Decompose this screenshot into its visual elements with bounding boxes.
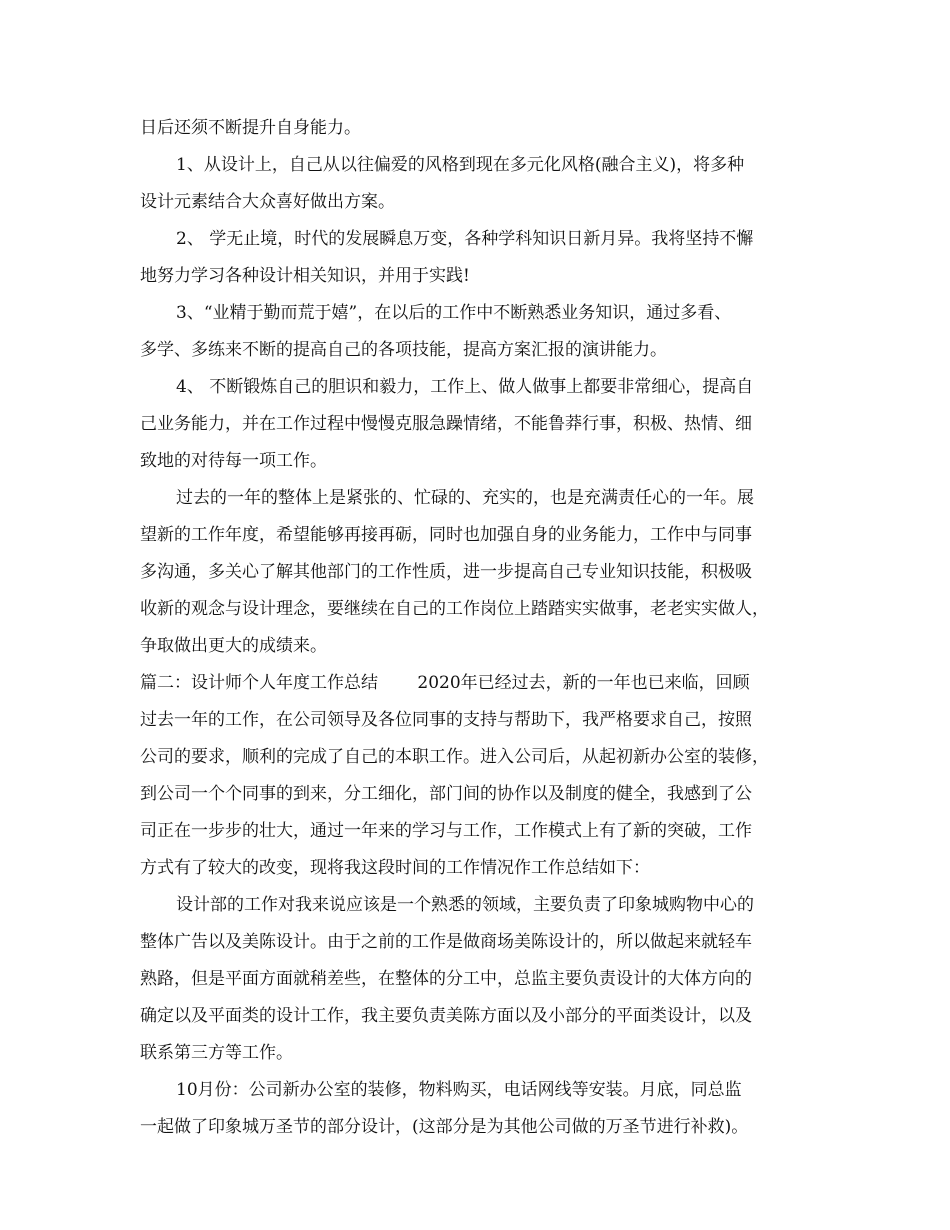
section-heading-line: 篇二：设计师个人年度工作总结 2020年已经过去，新的一年也已来临，回顾 xyxy=(140,673,750,693)
text-line: 4、 不断锻炼自己的胆识和毅力，工作上、做人做事上都要非常细心，提高自 xyxy=(176,377,754,397)
text-line: 1、从设计上，自己从以往偏爱的风格到现在多元化风格(融合主义)，将多种 xyxy=(176,155,745,175)
text-line: 公司的要求，顺利的完成了自己的本职工作。进入公司后，从起初新办公室的装修， xyxy=(140,747,769,767)
text-line: 设计元素结合大众喜好做出方案。 xyxy=(140,192,395,212)
text-line: 到公司一个个同事的到来，分工细化，部门间的协作以及制度的健全，我感到了公 xyxy=(140,784,752,804)
text-line: 熟路，但是平面方面就稍差些，在整体的分工中，总监主要负责设计的大体方向的 xyxy=(140,969,752,989)
text-line: 望新的工作年度，希望能够再接再砺，同时也加强自身的业务能力，工作中与同事 xyxy=(140,525,752,545)
text-line: 日后还须不断提升自身能力。 xyxy=(140,118,361,138)
text-line: 整体广告以及美陈设计。由于之前的工作是做商场美陈设计的，所以做起来就轻车 xyxy=(140,932,752,952)
text-line: 收新的观念与设计理念，要继续在自己的工作岗位上踏踏实实做事，老老实实做人， xyxy=(140,599,769,619)
text-line: 司正在一步步的壮大，通过一年来的学习与工作，工作模式上有了新的突破，工作 xyxy=(140,821,752,841)
text-line: 过去一年的工作，在公司领导及各位同事的支持与帮助下，我严格要求自己，按照 xyxy=(140,710,752,730)
text-line: 己业务能力，并在工作过程中慢慢克服急躁情绪，不能鲁莽行事，积极、热情、细 xyxy=(140,414,752,434)
text-line: 过去的一年的整体上是紧张的、忙碌的、充实的，也是充满责任心的一年。展 xyxy=(176,488,754,508)
text-line: 确定以及平面类的设计工作，我主要负责美陈方面以及小部分的平面类设计，以及 xyxy=(140,1006,752,1026)
text-line: 地努力学习各种设计相关知识，并用于实践! xyxy=(140,266,470,286)
text-line: 3、“业精于勤而荒于嬉”，在以后的工作中不断熟悉业务知识，通过多看、 xyxy=(176,303,732,323)
text-line: 2、 学无止境，时代的发展瞬息万变，各种学科知识日新月异。我将坚持不懈 xyxy=(176,229,754,249)
text-line: 联系第三方等工作。 xyxy=(140,1043,293,1063)
text-line: 方式有了较大的改变，现将我这段时间的工作情况作工作总结如下： xyxy=(140,858,650,878)
text-line: 10月份：公司新办公室的装修，物料购买，电话网线等安装。月底，同总监 xyxy=(176,1080,742,1100)
text-line: 多学、多练来不断的提高自己的各项技能，提高方案汇报的演讲能力。 xyxy=(140,340,667,360)
text-line: 争取做出更大的成绩来。 xyxy=(140,636,327,656)
text-line: 设计部的工作对我来说应该是一个熟悉的领域，主要负责了印象城购物中心的 xyxy=(176,895,754,915)
text-line: 一起做了印象城万圣节的部分设计，(这部分是为其他公司做的万圣节进行补救)。 xyxy=(140,1117,749,1137)
text-line: 多沟通，多关心了解其他部门的工作性质，进一步提高自己专业知识技能，积极吸 xyxy=(140,562,752,582)
text-line: 致地的对待每一项工作。 xyxy=(140,451,327,471)
